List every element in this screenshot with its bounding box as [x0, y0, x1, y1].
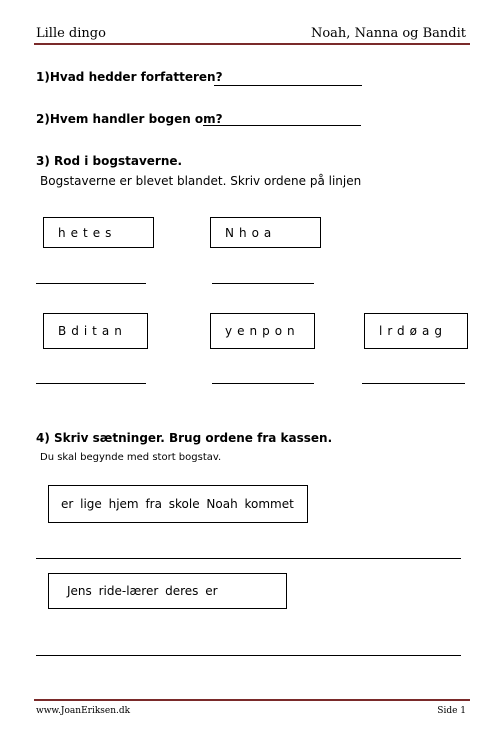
header-subtitle: Noah, Nanna og Bandit — [310, 26, 466, 41]
sentence-word-box: er lige hjem fra skole Noah kommet — [48, 485, 308, 523]
scrambled-word-box: lrdøag — [364, 313, 468, 349]
sentence-word-box: Jens ride-lærer deres er — [48, 573, 287, 609]
footer-divider — [34, 699, 470, 701]
answer-line-1[interactable] — [214, 85, 362, 86]
scrambled-word-box: Nhoa — [210, 217, 321, 248]
word-answer-line[interactable] — [36, 383, 146, 384]
question-3-title: 3) Rod i bogstaverne. — [36, 154, 183, 168]
question-3-instruction: Bogstaverne er blevet blandet. Skriv ordene på linjen — [40, 174, 362, 188]
footer-website: www.JoanEriksen.dk — [36, 706, 131, 716]
scrambled-word-box: yenpon — [210, 313, 315, 349]
question-4-title: 4) Skriv sætninger. Brug ordene fra kassen. — [36, 431, 333, 445]
word-answer-line[interactable] — [36, 283, 146, 284]
answer-line-2[interactable] — [203, 125, 361, 126]
question-1: 1)Hvad hedder forfatteren? — [36, 70, 223, 84]
sentence-answer-line[interactable] — [36, 558, 461, 559]
scrambled-word-box: Bditan — [43, 313, 148, 349]
word-answer-line[interactable] — [362, 383, 465, 384]
header-divider — [34, 43, 470, 45]
word-answer-line[interactable] — [212, 283, 314, 284]
sentence-answer-line[interactable] — [36, 655, 461, 656]
question-4-instruction: Du skal begynde med stort bogstav. — [40, 452, 222, 463]
scrambled-word-box: hetes — [43, 217, 154, 248]
footer-page-number: Side 1 — [437, 706, 466, 716]
word-answer-line[interactable] — [212, 383, 314, 384]
header-title: Lille dingo — [36, 26, 106, 41]
question-2: 2)Hvem handler bogen om? — [36, 112, 223, 126]
